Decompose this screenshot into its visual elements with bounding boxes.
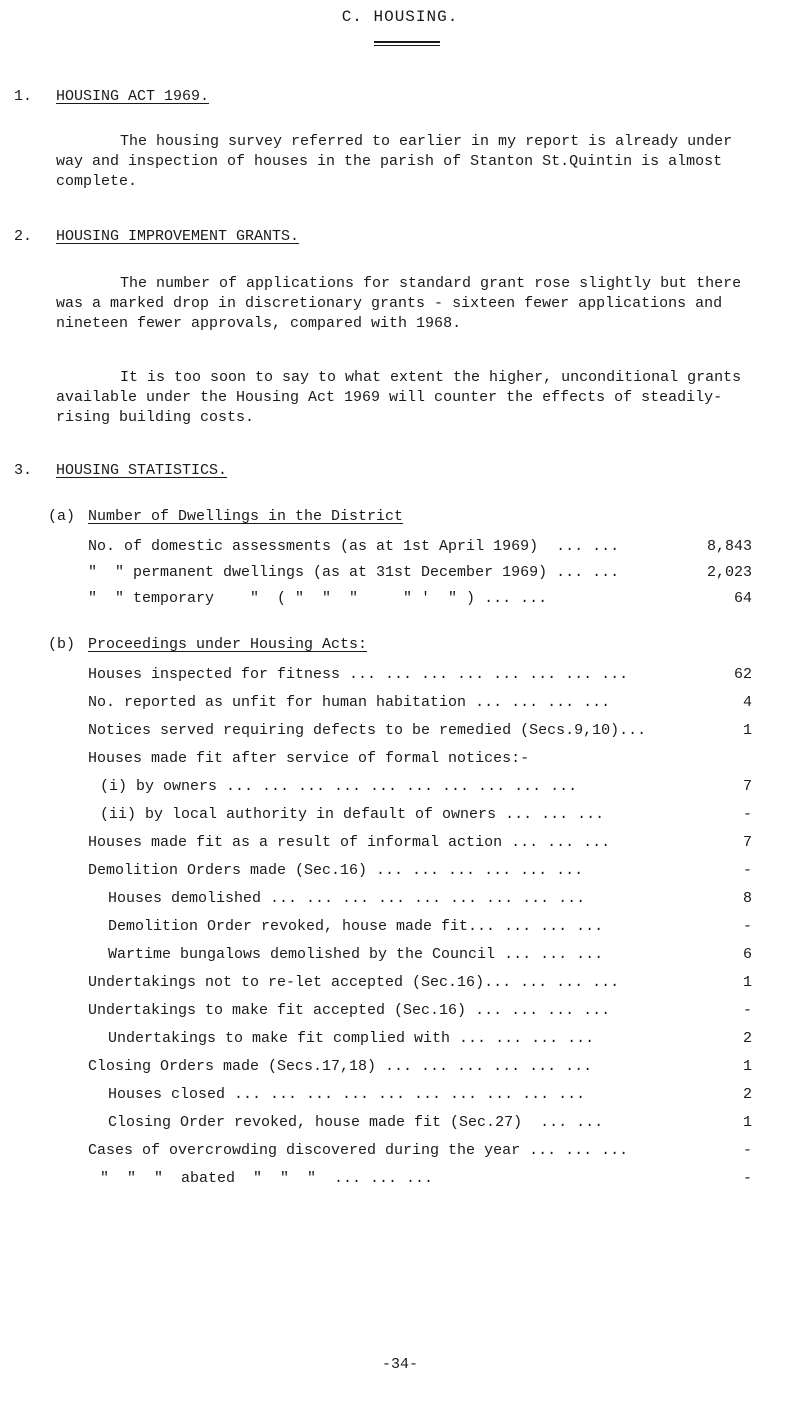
row-value: -	[742, 1142, 752, 1159]
row-value: 7	[742, 834, 752, 851]
section-1-paragraph: The housing survey referred to earlier in my report is already under way and inspection of houses in the parish of Stanton St.Quintin is almost complete.	[56, 133, 733, 190]
row-label: Houses inspected for fitness ... ... ... ... ... ... ... ...	[88, 666, 629, 683]
row-value: -	[742, 1002, 752, 1019]
row-label: Houses demolished ... ... ... ... ... ... ... ... ...	[108, 890, 586, 907]
table-row	[88, 776, 752, 798]
row-label: Closing Order revoked, house made fit (Sec.27) ... ...	[108, 1114, 604, 1131]
row-value: 8	[742, 890, 752, 907]
table-row	[88, 1112, 752, 1134]
row-label: Undertakings to make fit complied with ... ... ... ...	[108, 1030, 595, 1047]
row-value: 1	[742, 974, 752, 991]
table-row	[88, 804, 752, 826]
row-value: 8,843	[706, 538, 752, 555]
section-3-heading: HOUSING STATISTICS.	[56, 462, 228, 479]
table-row	[88, 562, 752, 584]
row-value: 7	[742, 778, 752, 795]
row-label: Undertakings not to re-let accepted (Sec.16)... ... ... ...	[88, 974, 620, 991]
row-value: -	[742, 1170, 752, 1187]
row-label: Houses closed ... ... ... ... ... ... ... ... ... ...	[108, 1086, 586, 1103]
row-label: (i) by owners ... ... ... ... ... ... ... ... ... ...	[100, 778, 578, 795]
section-3-number: 3.	[14, 462, 33, 479]
row-value: 1	[742, 722, 752, 739]
table-row	[88, 588, 752, 610]
table-row	[88, 1028, 752, 1050]
section-1-heading: HOUSING ACT 1969.	[56, 88, 210, 105]
table-row	[88, 1168, 752, 1190]
row-value: 62	[733, 666, 752, 683]
table-row	[88, 692, 752, 714]
table-row	[88, 832, 752, 854]
row-value: 1	[742, 1058, 752, 1075]
row-label: Notices served requiring defects to be remedied (Secs.9,10)...	[88, 722, 647, 739]
row-label: Cases of overcrowding discovered during the year ... ... ...	[88, 1142, 629, 1159]
row-value: -	[742, 862, 752, 879]
row-label: (ii) by local authority in default of owners ... ... ...	[100, 806, 605, 823]
row-label: Closing Orders made (Secs.17,18) ... ... ... ... ... ...	[88, 1058, 593, 1075]
subsection-a-label: (a)	[48, 508, 76, 525]
section-2-paragraph-1: The number of applications for standard grant rose slightly but there was a marked drop in discretionary grants - sixteen fewer applications and nineteen fewer approvals, compared with 1968.	[56, 275, 742, 332]
table-row	[88, 1056, 752, 1078]
table-row	[88, 1084, 752, 1106]
table-row	[88, 1000, 752, 1022]
row-label: Demolition Order revoked, house made fit... ... ... ...	[108, 918, 604, 935]
table-row	[88, 748, 752, 770]
page-number: -34-	[381, 1356, 418, 1373]
row-value: 4	[742, 694, 752, 711]
subsection-b-heading: Proceedings under Housing Acts:	[88, 636, 368, 653]
table-row	[88, 916, 752, 938]
row-value: 2	[742, 1030, 752, 1047]
section-2-number: 2.	[14, 228, 33, 245]
row-value: -	[742, 918, 752, 935]
section-1-number: 1.	[14, 88, 33, 105]
table-row	[88, 1140, 752, 1162]
section-2-heading: HOUSING IMPROVEMENT GRANTS.	[56, 228, 300, 245]
row-value: -	[742, 806, 752, 823]
row-label: " " temporary " ( " " " " ' " ) ... ...	[88, 590, 548, 607]
row-label: Houses made fit as a result of informal action ... ... ...	[88, 834, 611, 851]
row-label: Demolition Orders made (Sec.16) ... ... ... ... ... ...	[88, 862, 584, 879]
row-label: Houses made fit after service of formal notices:-	[88, 750, 530, 767]
table-row	[88, 860, 752, 882]
row-label: Wartime bungalows demolished by the Council ... ... ...	[108, 946, 604, 963]
table-row	[88, 888, 752, 910]
row-value: 2,023	[706, 564, 752, 581]
section-2-paragraph-2: It is too soon to say to what extent the higher, unconditional grants available under the Housing Act 1969 will counter the effects of steadily-rising building costs.	[56, 369, 742, 426]
table-row	[88, 720, 752, 742]
table-row	[88, 944, 752, 966]
row-label: " " " abated " " " ... ... ...	[100, 1170, 434, 1187]
row-value: 2	[742, 1086, 752, 1103]
row-label: No. reported as unfit for human habitation ... ... ... ...	[88, 694, 611, 711]
row-label: " " permanent dwellings (as at 31st December 1969) ... ...	[88, 564, 620, 581]
title-underline	[374, 41, 440, 46]
table-row	[88, 972, 752, 994]
row-value: 64	[733, 590, 752, 607]
row-label: Undertakings to make fit accepted (Sec.16) ... ... ... ...	[88, 1002, 611, 1019]
table-row	[88, 664, 752, 686]
table-row	[88, 536, 752, 558]
page-title: C. HOUSING.	[341, 8, 459, 26]
subsection-a-heading: Number of Dwellings in the District	[88, 508, 404, 525]
row-value: 6	[742, 946, 752, 963]
row-label: No. of domestic assessments (as at 1st April 1969) ... ...	[88, 538, 620, 555]
row-value: 1	[742, 1114, 752, 1131]
subsection-b-label: (b)	[48, 636, 76, 653]
